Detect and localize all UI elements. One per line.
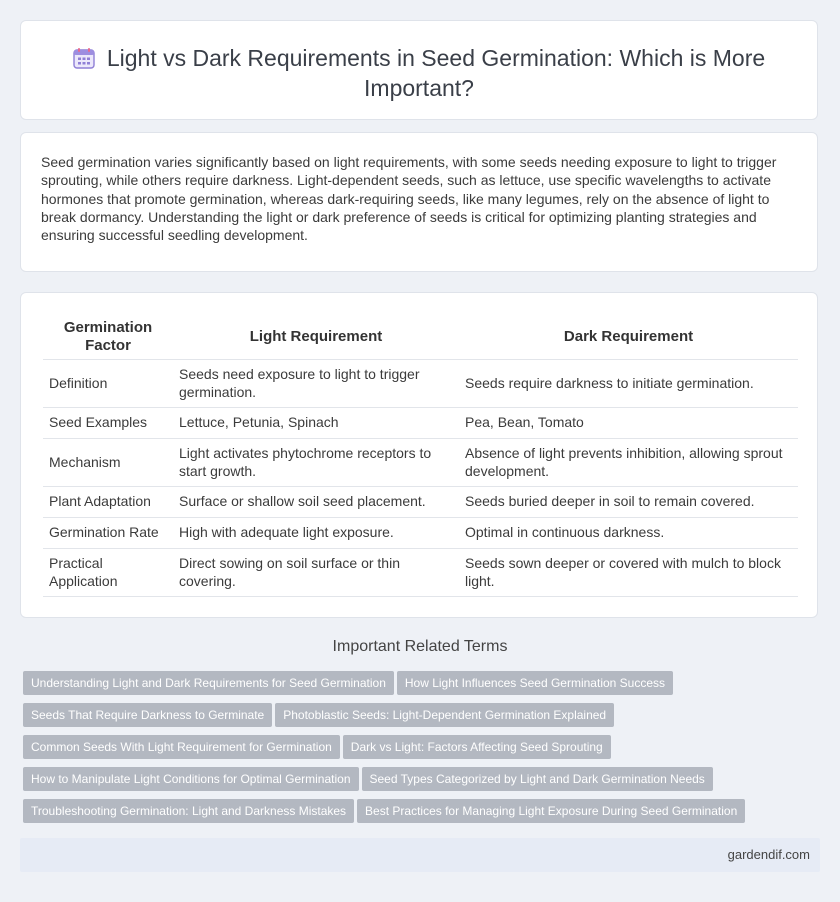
related-term-link[interactable]: How to Manipulate Light Conditions for Optimal Germination [23,767,359,791]
row-light: Lettuce, Petunia, Spinach [173,408,459,439]
row-dark: Seeds buried deeper in soil to remain covered. [459,487,798,518]
table-row [43,518,798,549]
row-factor: Practical Application [43,549,173,597]
row-factor: Definition [43,360,173,408]
related-term-link[interactable]: Troubleshooting Germination: Light and Darkness Mistakes [23,799,354,823]
related-terms-list [23,671,803,831]
comparison-table [43,315,798,597]
related-term-link[interactable]: Seeds That Require Darkness to Germinate [23,703,272,727]
table-row [43,549,798,597]
table-row [43,439,798,487]
row-factor: Germination Rate [43,518,173,549]
related-term-link[interactable]: Understanding Light and Dark Requirements for Seed Germination [23,671,394,695]
row-dark: Pea, Bean, Tomato [459,408,798,439]
table-row [43,408,798,439]
row-dark: Seeds require darkness to initiate germination. [459,360,798,408]
table-header-row [43,315,798,360]
calendar-grid-icon [73,47,95,69]
comparison-table-card [20,292,818,618]
row-light: Surface or shallow soil seed placement. [173,487,459,518]
table-row [43,487,798,518]
page-title-wrap [51,43,787,103]
related-terms-heading: Important Related Terms [332,638,508,655]
row-light: High with adequate light exposure. [173,518,459,549]
related-term-link[interactable]: Seed Types Categorized by Light and Dark Germination Needs [362,767,713,791]
related-term-link[interactable]: Photoblastic Seeds: Light-Dependent Germination Explained [275,703,614,727]
page-title: Light vs Dark Requirements in Seed Germination: Which is More Important? [106,45,766,101]
footer-bar [20,838,820,872]
row-factor: Plant Adaptation [43,487,173,518]
row-dark: Seeds sown deeper or covered with mulch to block light. [459,549,798,597]
row-factor: Mechanism [43,439,173,487]
footer-site-link[interactable]: gardendif.com [727,847,810,862]
row-factor: Seed Examples [43,408,173,439]
header-light-requirement: Light Requirement [173,315,459,360]
header-dark-requirement: Dark Requirement [459,315,798,360]
header-card [20,20,818,120]
intro-card [20,132,818,272]
row-dark: Absence of light prevents inhibition, allowing sprout development. [459,439,798,487]
row-light: Light activates phytochrome receptors to start growth. [173,439,459,487]
header-germination-factor: Germination Factor [43,315,173,360]
table-row [43,360,798,408]
row-dark: Optimal in continuous darkness. [459,518,798,549]
related-term-link[interactable]: How Light Influences Seed Germination Success [397,671,673,695]
related-term-link[interactable]: Common Seeds With Light Requirement for Germination [23,735,340,759]
row-light: Seeds need exposure to light to trigger germination. [173,360,459,408]
related-term-link[interactable]: Best Practices for Managing Light Exposure During Seed Germination [357,799,745,823]
row-light: Direct sowing on soil surface or thin covering. [173,549,459,597]
related-term-link[interactable]: Dark vs Light: Factors Affecting Seed Sprouting [343,735,611,759]
intro-paragraph: Seed germination varies significantly based on light requirements, with some seeds needing exposure to light to trigger sprouting, while others require darkness. Light-dependent seeds, such as lettuce, use specific wavelengths to activate hormones that promote germination, whereas dark-requiring seeds, like many legumes, rely on the absence of light to break dormancy. Understanding the light or dark preference of seeds is critical for optimizing planting strategies and ensuring successful seedling development. [41,154,777,244]
